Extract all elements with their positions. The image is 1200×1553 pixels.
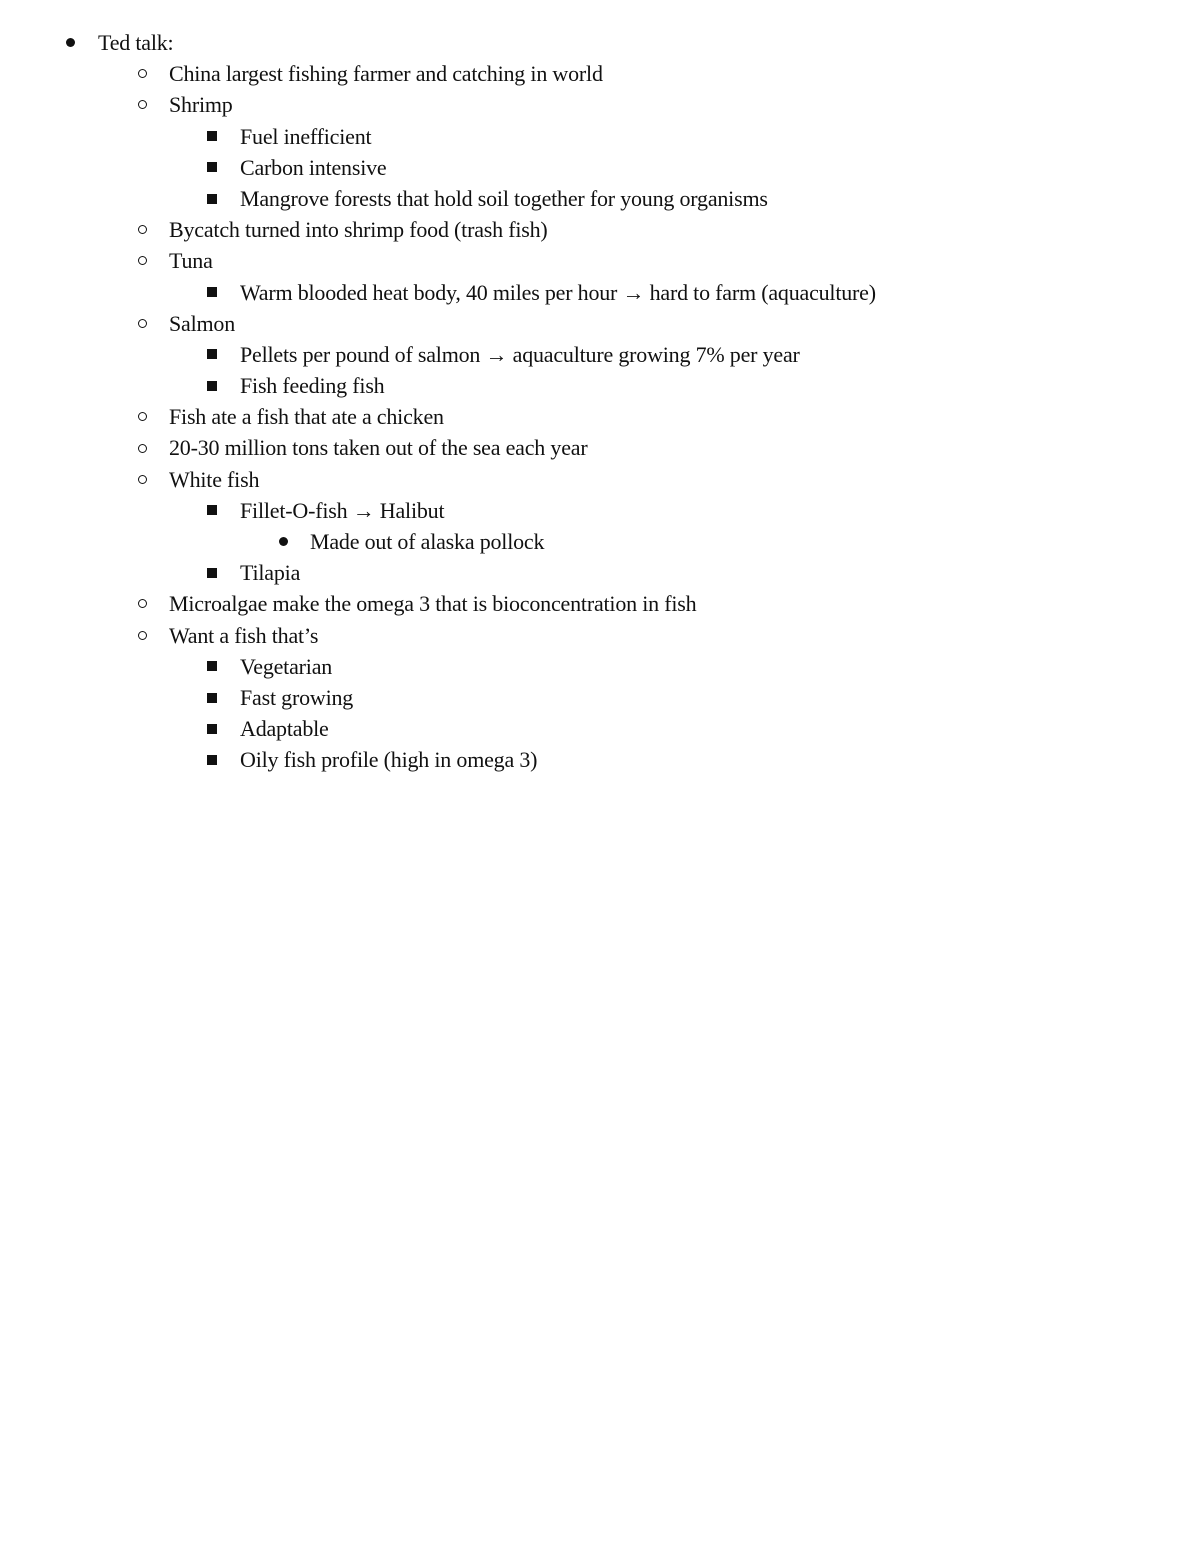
list-item-text: Bycatch turned into shrimp food (trash fish) [169, 217, 548, 243]
list-item-text: Fish feeding fish [240, 373, 385, 399]
hollow-circle-bullet-icon [132, 89, 152, 120]
list-item-text: Carbon intensive [240, 154, 387, 180]
list-item [0, 401, 1200, 432]
list-item [0, 58, 1200, 89]
list-item [0, 370, 1200, 401]
list-item-text: Fuel inefficient [240, 123, 372, 149]
list-item-text: Fish ate a fish that ate a chicken [169, 404, 444, 430]
hollow-circle-bullet-icon [132, 214, 152, 245]
list-item-text: China largest fishing farmer and catching in world [169, 61, 603, 87]
list-item-text: Made out of alaska pollock [310, 529, 545, 554]
list-item-text: Adaptable [240, 716, 329, 742]
hollow-circle-bullet-icon [132, 58, 152, 89]
list-item-text: White fish [169, 466, 260, 492]
square-bullet-icon [202, 339, 222, 370]
list-item [0, 121, 1200, 152]
list-item [0, 339, 1200, 370]
list-item-text: Oily fish profile (high in omega 3) [240, 747, 538, 773]
square-bullet-icon [202, 495, 222, 526]
hollow-circle-bullet-icon [132, 464, 152, 495]
list-item-text: Tilapia [240, 560, 301, 586]
hollow-circle-bullet-icon [132, 245, 152, 276]
list-item-text: Salmon [169, 310, 236, 336]
square-bullet-icon [202, 370, 222, 401]
list-item [0, 495, 1200, 526]
square-bullet-icon [202, 277, 222, 308]
list-item [0, 89, 1200, 120]
list-item [0, 744, 1200, 775]
hollow-circle-bullet-icon [132, 620, 152, 651]
square-bullet-icon [202, 183, 222, 214]
hollow-circle-bullet-icon [132, 401, 152, 432]
list-item [0, 713, 1200, 744]
list-item [0, 183, 1200, 214]
hollow-circle-bullet-icon [132, 588, 152, 619]
list-item [0, 432, 1200, 463]
list-item-text: 20-30 million tons taken out of the sea each year [169, 435, 588, 461]
list-item [0, 152, 1200, 183]
list-item-text: Want a fish that’s [169, 622, 319, 648]
list-item-text: Vegetarian [240, 653, 333, 679]
list-item [0, 214, 1200, 245]
list-item [0, 557, 1200, 588]
list-item [0, 682, 1200, 713]
list-item [0, 277, 1200, 308]
square-bullet-icon [202, 651, 222, 682]
list-item [0, 464, 1200, 495]
list-item-text: Warm blooded heat body, 40 miles per hour → hard to farm (aquaculture) [240, 279, 876, 305]
list-item-text: Fast growing [240, 684, 354, 710]
square-bullet-icon [202, 152, 222, 183]
list-item [0, 245, 1200, 276]
list-item [0, 651, 1200, 682]
filled-dot-bullet-icon [60, 27, 80, 58]
square-bullet-icon [202, 557, 222, 588]
list-item-text: Pellets per pound of salmon → aquaculture growing 7% per year [240, 341, 800, 367]
list-item-text: Shrimp [169, 92, 233, 118]
list-item [0, 308, 1200, 339]
list-item-text: Microalgae make the omega 3 that is bioconcentration in fish [169, 591, 697, 617]
square-bullet-icon [202, 121, 222, 152]
list-item-text: Tuna [169, 248, 213, 274]
list-item [0, 620, 1200, 651]
hollow-circle-bullet-icon [132, 432, 152, 463]
list-item [0, 588, 1200, 619]
square-bullet-icon [202, 744, 222, 775]
list-item-text: Mangrove forests that hold soil together for young organisms [240, 185, 768, 211]
list-item [0, 526, 1200, 557]
list-item-text: Ted talk: [98, 30, 174, 55]
hollow-circle-bullet-icon [132, 308, 152, 339]
bullet-list [0, 27, 1200, 776]
filled-dot-bullet-icon [273, 526, 293, 557]
list-item-text: Fillet-O-fish → Halibut [240, 497, 445, 523]
square-bullet-icon [202, 713, 222, 744]
square-bullet-icon [202, 682, 222, 713]
list-item [0, 27, 1200, 58]
